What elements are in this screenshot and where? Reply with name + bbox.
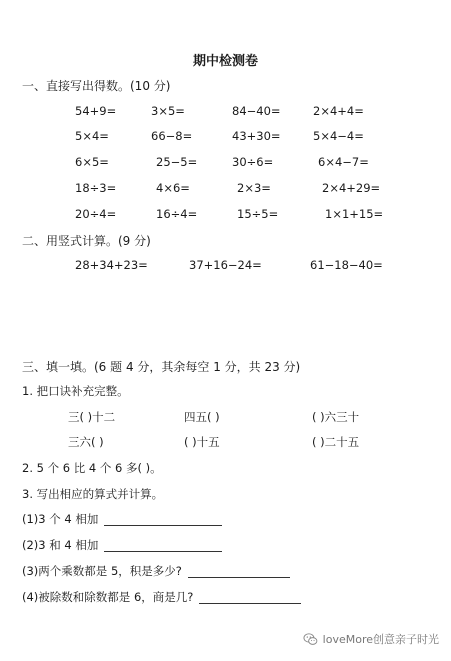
answer-line[interactable] [104, 525, 222, 526]
question-3-item [22, 514, 222, 526]
arith-item: 84−40= [232, 104, 281, 118]
question-2: 2. 5 个 6 比 4 个 6 多( )。 [22, 461, 162, 475]
arith-item: 3×5= [151, 104, 185, 118]
answer-line[interactable] [199, 603, 301, 604]
answer-line[interactable] [104, 551, 222, 552]
arith-item: 66−8= [151, 129, 193, 143]
mnemonic-blank: 四五( ) [184, 410, 220, 424]
answer-line[interactable] [188, 577, 290, 578]
arith-item: 2×4+29= [322, 181, 381, 195]
arith-item: 18÷3= [75, 181, 117, 195]
question-3-label: 3. 写出相应的算式并计算。 [22, 487, 164, 501]
arith-item: 5×4−4= [313, 129, 364, 143]
watermark [303, 632, 439, 647]
question-3-item-text: (3)两个乘数都是 5，积是多少? [22, 564, 182, 578]
vertical-calc-item: 37+16−24= [189, 258, 262, 272]
arith-item: 2×4+4= [313, 104, 364, 118]
question-3-item [22, 540, 222, 552]
arith-item: 25−5= [156, 155, 198, 169]
arith-item: 54+9= [75, 104, 117, 118]
question-3-item-text: (2)3 和 4 相加 [22, 538, 99, 552]
arith-item: 43+30= [232, 129, 281, 143]
section3-heading: 三、填一填。(6 题 4 分，其余每空 1 分，共 23 分) [22, 360, 301, 374]
watermark-text: loveMore创意亲子时光 [322, 633, 439, 646]
wechat-icon [303, 632, 318, 647]
mnemonic-blank: 三( )十二 [68, 410, 116, 424]
page-title: 期中检测卷 [192, 54, 258, 69]
mnemonic-blank: ( )十五 [184, 435, 220, 449]
arith-item: 6×5= [75, 155, 109, 169]
mnemonic-blank: 三六( ) [68, 435, 104, 449]
question-3-item-text: (1)3 个 4 相加 [22, 512, 99, 526]
arith-item: 20÷4= [75, 207, 117, 221]
arith-item: 5×4= [75, 129, 109, 143]
arith-item: 2×3= [237, 181, 271, 195]
mnemonic-blank: ( )六三十 [312, 410, 360, 424]
vertical-calc-item: 28+34+23= [75, 258, 148, 272]
question-3-item [22, 592, 301, 604]
arith-item: 15÷5= [237, 207, 279, 221]
vertical-calc-item: 61−18−40= [310, 258, 383, 272]
arith-item: 6×4−7= [318, 155, 369, 169]
section1-heading: 一、直接写出得数。(10 分) [22, 79, 171, 93]
arith-item: 16÷4= [156, 207, 198, 221]
mnemonic-blank: ( )二十五 [312, 435, 360, 449]
question-3-item-text: (4)被除数和除数都是 6，商是几? [22, 590, 194, 604]
arith-item: 4×6= [156, 181, 190, 195]
arith-item: 30÷6= [232, 155, 274, 169]
question-3-item [22, 566, 290, 578]
section2-heading: 二、用竖式计算。(9 分) [22, 234, 151, 248]
question-1-label: 1. 把口诀补充完整。 [22, 384, 129, 398]
arith-item: 1×1+15= [325, 207, 384, 221]
